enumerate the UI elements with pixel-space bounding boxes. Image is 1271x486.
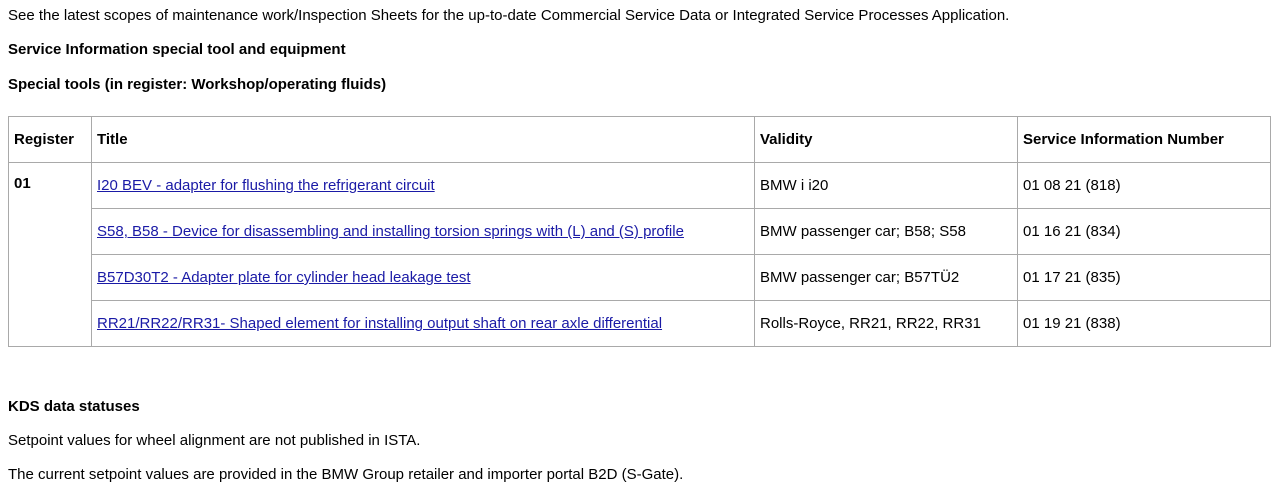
validity-cell: BMW passenger car; B57TÜ2 <box>755 255 1018 301</box>
tool-link-rr21-rr22-rr31[interactable]: RR21/RR22/RR31- Shaped element for installing output shaft on rear axle differential <box>97 315 663 332</box>
kds-text-line-2: The current setpoint values are provided in the BMW Group retailer and importer portal B2D (S-Gate). <box>8 466 684 483</box>
intro-text: See the latest scopes of maintenance work/Inspection Sheets for the up-to-date Commercial Service Data or Integrated Service Processes Application. <box>8 7 1010 24</box>
heading-special-tool: Service Information special tool and equipment <box>8 41 346 58</box>
sin-cell: 01 17 21 (835) <box>1018 255 1271 301</box>
title-cell <box>92 301 755 347</box>
sin-cell: 01 19 21 (838) <box>1018 301 1271 347</box>
tool-link-i20-bev[interactable]: I20 BEV - adapter for flushing the refrigerant circuit <box>97 177 435 194</box>
kds-heading: KDS data statuses <box>8 398 140 415</box>
header-validity: Validity <box>755 117 1018 163</box>
table-row <box>9 301 1271 347</box>
table-row <box>9 255 1271 301</box>
header-register: Register <box>9 117 92 163</box>
table-header-row <box>9 117 1271 163</box>
table-row <box>9 209 1271 255</box>
register-cell: 01 <box>9 163 92 347</box>
heading-special-tools-register: Special tools (in register: Workshop/operating fluids) <box>8 76 387 93</box>
sin-cell: 01 08 21 (818) <box>1018 163 1271 209</box>
title-cell <box>92 255 755 301</box>
title-cell <box>92 209 755 255</box>
header-title: Title <box>92 117 755 163</box>
kds-text-line-1: Setpoint values for wheel alignment are not published in ISTA. <box>8 432 421 449</box>
validity-cell: Rolls-Royce, RR21, RR22, RR31 <box>755 301 1018 347</box>
validity-cell: BMW passenger car; B58; S58 <box>755 209 1018 255</box>
sin-cell: 01 16 21 (834) <box>1018 209 1271 255</box>
validity-cell: BMW i i20 <box>755 163 1018 209</box>
tool-link-b57d30t2[interactable]: B57D30T2 - Adapter plate for cylinder head leakage test <box>97 269 471 286</box>
header-sin: Service Information Number <box>1018 117 1271 163</box>
tool-link-s58-b58[interactable]: S58, B58 - Device for disassembling and installing torsion springs with (L) and (S) profile <box>97 223 684 240</box>
table-row <box>9 163 1271 209</box>
special-tools-table <box>8 116 1271 347</box>
title-cell <box>92 163 755 209</box>
